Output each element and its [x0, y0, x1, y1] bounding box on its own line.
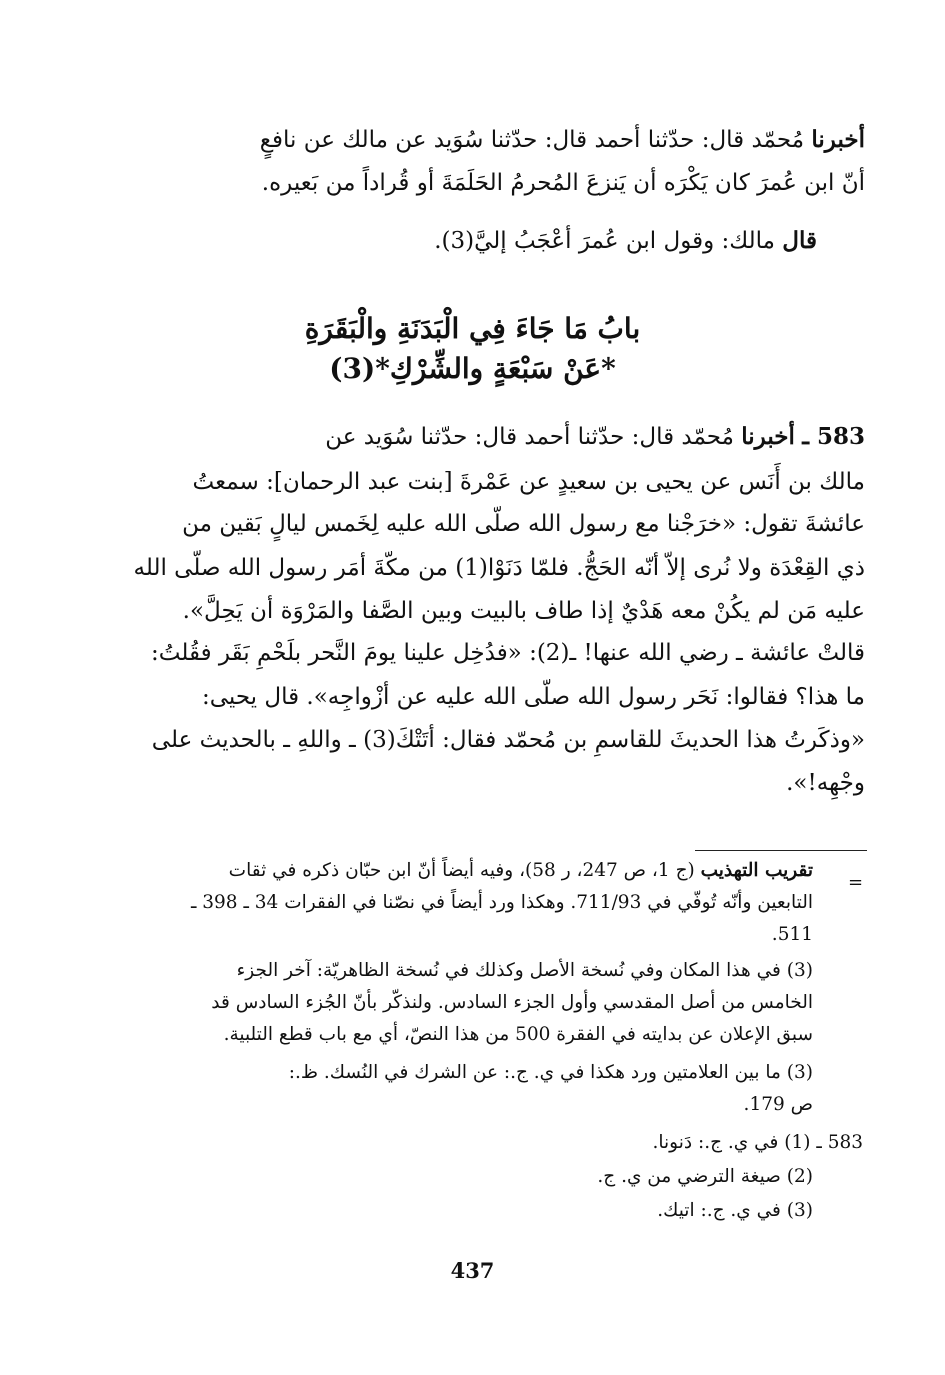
- continuation-mark: =: [848, 872, 864, 893]
- page-number: 437: [450, 1258, 495, 1283]
- footnote-source-title: تقريب التهذيب: [700, 860, 813, 881]
- intro-line-1: [260, 124, 865, 156]
- footnote-583-1: 583 ـ (1) في ي. ج.: دَنونا.: [652, 1132, 863, 1153]
- hadith-bold-word: أخبرنا: [741, 423, 795, 450]
- footnote-3-line-3: سبق الإعلان عن بدايته في الفقرة 500 من هذا النصّ، أي مع باب قطع التلبية.: [223, 1024, 813, 1045]
- footnote-3b-line-1: (3) ما بين العلامتين ورد هكذا في ي. ج.: عن الشرك في النُسك. ظ.:: [288, 1062, 813, 1083]
- footnote-3b-line-2: ص 179.: [743, 1094, 813, 1115]
- hadith-line-2: مالك بن أَنَس عن يحيى بن سعيدٍ عن عَمْرةَ [بنت عبد الرحمان]: سمعتُ: [192, 469, 865, 495]
- hadith-number: 583 ـ: [802, 423, 865, 450]
- chapter-title-line-2: *عَنْ سَبْعَةٍ والشِّرْكِ*(3): [329, 352, 616, 385]
- footnote-continued-line-3: 511.: [771, 924, 813, 945]
- hadith-line-9: وجْهِه!».: [786, 770, 865, 796]
- chapter-title-line-1: بابُ مَا جَاءَ فِي الْبَدَنَةِ والْبَقَرَةِ: [304, 312, 641, 345]
- intro-line-3: [434, 225, 817, 257]
- intro-bold-qal: قال: [782, 227, 817, 254]
- hadith-line-4: ذي القِعْدَة ولا نُرى إلاّ أنّه الحَجُّ. فلمّا دَنَوْا(1) من مكّةَ أمَر رسول الله صلّى الله: [133, 555, 865, 581]
- hadith-line-6: قالتْ عائشة ـ رضي الله عنها! ـ(2): «فدُخِل علينا يومَ النَّحر بلَحْمِ بَقَر فقُلتُ:: [151, 640, 865, 666]
- hadith-line-3: عائشةَ تقول: «خرَجْنا مع رسول الله صلّى الله عليه لِخَمس ليالٍ بَقين من: [182, 511, 865, 537]
- hadith-line-7: ما هذا؟ فقالوا: نَحَر رسول الله صلّى الله عليه عن أزْواجِه». قال يحيى:: [201, 684, 865, 710]
- hadith-line-1: [325, 421, 865, 453]
- footnote-583-3: (3) في ي. ج.: اتيك.: [657, 1200, 813, 1221]
- footnote-3-line-1: (3) في هذا المكان وفي نُسخة الأصل وكذلك في نُسخة الظاهريّة: آخر الجزء: [236, 960, 813, 981]
- intro-bold-word: أخبرنا: [811, 126, 865, 153]
- footnote-continued-line-1: [229, 858, 813, 884]
- footnote-continued-line-2: التابعين وأنّه تُوفّي في 711/93. وهكذا ورد أيضاً في نصّنا في الفقرات 34 ـ 398 ـ: [190, 892, 813, 913]
- intro-line-3-text: مالك: وقول ابن عُمرَ أعْجَبُ إليَّ(3).: [434, 228, 783, 254]
- intro-line-2: أنّ ابن عُمرَ كان يَكْرَه أن يَنزعَ المُحرمُ الحَلَمَةَ أو قُراداً من بَعيره.: [261, 170, 865, 196]
- hadith-line-5: عليه مَن لم يكُنْ معه هَدْيٌ إذا طاف بالبيت وبين الصَّفا والمَرْوَة أن يَحِلَّ».: [182, 598, 865, 624]
- footnote-separator: [695, 850, 867, 851]
- footnote-continued-line-1-text: (ج 1، ص 247، ر 58)، وفيه أيضاً أنّ ابن حبّان ذكره في ثقات: [228, 860, 701, 881]
- hadith-line-1-text: مُحمّد قال: حدّثنا أحمد قال: حدّثنا سُوَيد عن: [325, 424, 742, 450]
- footnote-583-2: (2) صيغة الترضي من ي. ج.: [597, 1166, 813, 1187]
- hadith-line-8: «وذكَرتُ هذا الحديثَ للقاسمِ بن مُحمّد فقال: أتَتْكَ(3) ـ واللهِ ـ بالحديث على: [151, 727, 865, 753]
- footnote-3-line-2: الخامس من أصل المقدسي وأول الجزء السادس. ولنذكّر بأنّ الجُزء السادس قد: [211, 992, 813, 1013]
- intro-line-1-text: مُحمّد قال: حدّثنا أحمد قال: حدّثنا سُوَيد عن مالك عن نافعٍ: [259, 127, 812, 153]
